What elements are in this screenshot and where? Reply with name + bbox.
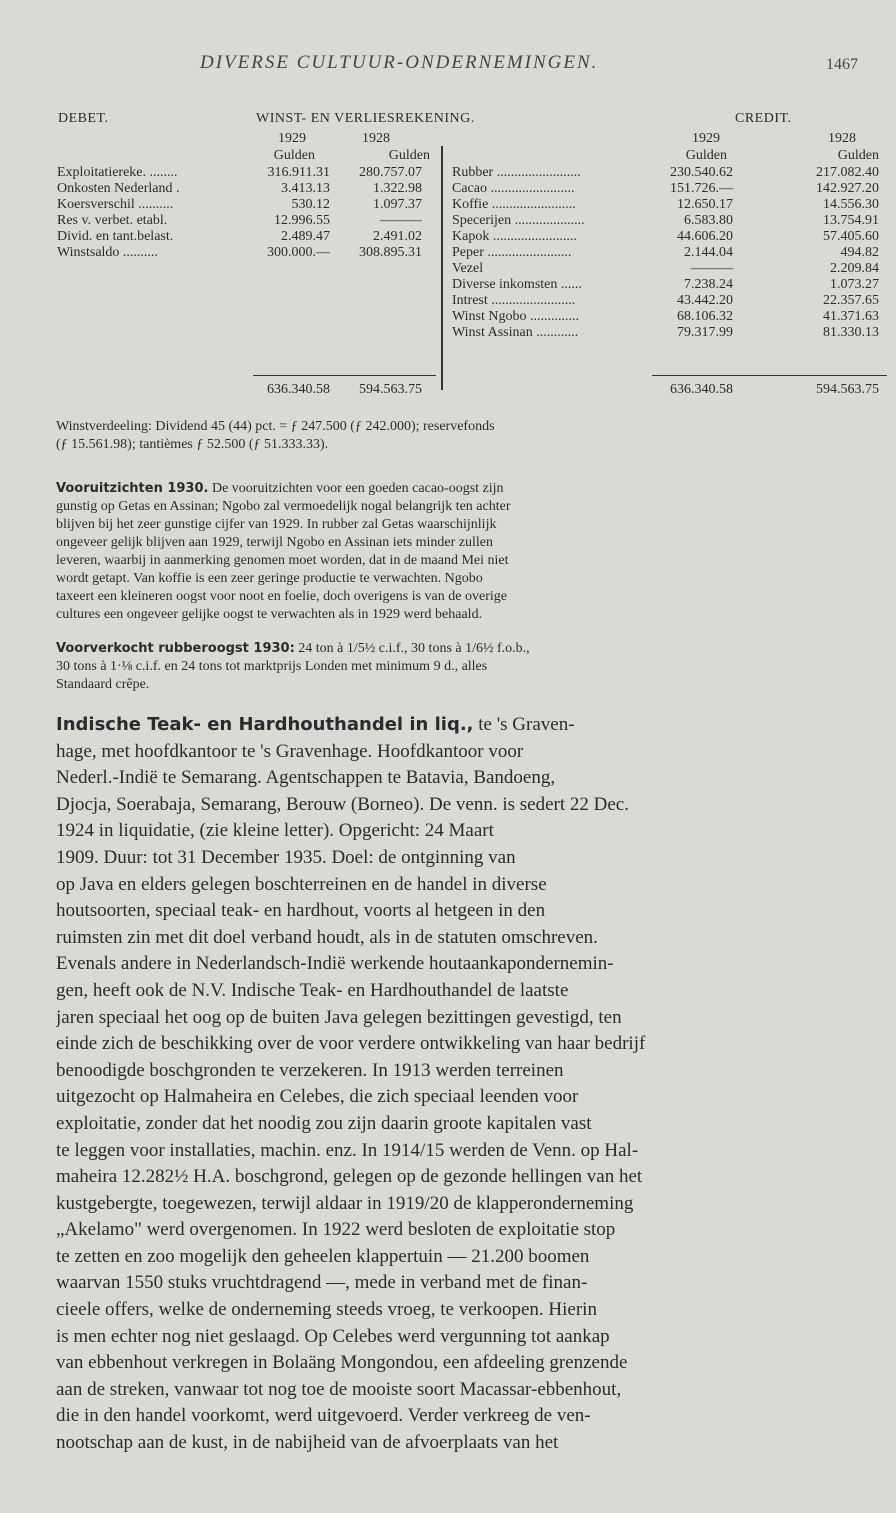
profit-distribution: [56, 418, 866, 454]
credit-row-1928: 22.357.65: [823, 293, 879, 308]
presold-heading: Voorverkocht rubberoogst 1930:: [56, 641, 295, 656]
credit-row: [446, 197, 896, 213]
debit-row: [0, 229, 440, 245]
credit-total-1928: 594.563.75: [816, 382, 879, 397]
debit-row-1929: 12.996.55: [274, 213, 330, 228]
debit-row-label: Onkosten Nederland .: [57, 181, 180, 196]
credit-row: [446, 181, 896, 197]
article-line: Evenals andere in Nederlandsch-Indië werkende houtaankapondernemin-: [56, 953, 614, 975]
debit-row-1929: 3.413.13: [281, 181, 330, 196]
credit-row-label: Winst Ngobo ..............: [452, 309, 579, 324]
outlook-line: leveren, waarbij in aanmerking genomen moet worden, dat in de maand Mei niet: [56, 553, 509, 568]
credit-row-1928: 217.082.40: [816, 165, 879, 180]
article-line: maheira 12.282½ H.A. boschgrond, gelegen op de gezonde hellingen van het: [56, 1166, 643, 1188]
credit-row-1928: 57.405.60: [823, 229, 879, 244]
presold-line: Standaard crêpe.: [56, 677, 150, 692]
credit-row-1929: 43.442.20: [677, 293, 733, 308]
credit-row-1929: 2.144.04: [684, 245, 733, 260]
article-line: van ebbenhout verkregen in Bolaäng Mongondou, een afdeeling grenzende: [56, 1352, 628, 1374]
credit-row-label: Winst Assinan ............: [452, 325, 579, 340]
debit-row-1929: 530.12: [291, 197, 330, 212]
debit-row-1929: 2.489.47: [281, 229, 330, 244]
debit-unit-1928: Gulden: [388, 148, 430, 163]
totals-row: [0, 382, 896, 398]
credit-row-label: Intrest ........................: [452, 293, 576, 308]
debit-year-1929: 1929: [278, 131, 306, 146]
credit-row-1929: 6.583.80: [684, 213, 733, 228]
debit-row-1929: 316.911.31: [267, 165, 330, 180]
debet-label: DEBET.: [58, 111, 109, 126]
credit-row: [446, 245, 896, 261]
debit-row-1928: 2.491.02: [373, 229, 422, 244]
article-line: nootschap aan de kust, in de nabijheid van de afvoerplaats van het: [56, 1432, 559, 1454]
credit-row: [446, 165, 896, 181]
debit-total-rule: [253, 375, 436, 376]
outlook-heading: Vooruitzichten 1930.: [56, 481, 209, 496]
credit-row-1928: 13.754.91: [823, 213, 879, 228]
article-line: op Java en elders gelegen boschterreinen en de handel in diverse: [56, 873, 547, 895]
credit-row-1929: 68.106.32: [677, 309, 733, 324]
credit-row-1929: 12.650.17: [677, 197, 733, 212]
article-line: uitgezocht op Halmaheira en Celebes, die zich speciaal leenden voor: [56, 1086, 579, 1108]
article-line: „Akelamo" werd overgenomen. In 1922 werd besloten de exploitatie stop: [56, 1219, 616, 1241]
debit-row-1928: 1.097.37: [373, 197, 422, 212]
debit-row-1928: 308.895.31: [359, 245, 422, 260]
article-line: waarvan 1550 stuks vruchtdragend —, mede in verband met de finan-: [56, 1272, 588, 1294]
debit-row-label: Exploitatiereke. ........: [57, 165, 178, 180]
article-line: aan de streken, vanwaar tot nog toe de mooiste soort Macassar-ebbenhout,: [56, 1378, 622, 1400]
outlook-line: blijven bij het zeer gunstige cijfer van 1929. In rubber zal Getas waarschijnlijk: [56, 517, 497, 532]
presold-line: 24 ton à 1/5½ c.i.f., 30 tons à 1/6½ f.o.b.,: [294, 641, 530, 656]
article-line: 1909. Duur: tot 31 December 1935. Doel: de ontginning van: [56, 846, 516, 868]
debit-row-1929: 300.000.—: [267, 245, 330, 260]
outlook-line: wordt getapt. Van koffie is een zeer geringe productie te verwachten. Ngobo: [56, 571, 483, 586]
article-line: te 's Graven-: [473, 714, 575, 735]
article-line: ruimsten zin met dit doel verband houdt, als in de statuten omschreven.: [56, 926, 598, 948]
article-line: gen, heeft ook de N.V. Indische Teak- en Hardhouthandel de laatste: [56, 979, 569, 1001]
credit-row-1928: 81.330.13: [823, 325, 879, 340]
credit-unit-1929: Gulden: [685, 148, 727, 163]
profit-distribution-line: (ƒ 15.561.98); tantièmes ƒ 52.500 (ƒ 51.333.33).: [56, 437, 329, 452]
credit-row-label: Koffie ........................: [452, 197, 576, 212]
credit-row-label: Specerijen ....................: [452, 213, 585, 228]
debit-row: [0, 181, 440, 197]
article-line: benoodigde boschgronden te verzekeren. In 1913 werden terreinen: [56, 1059, 564, 1081]
credit-label: CREDIT.: [735, 111, 792, 126]
article-line: jaren speciaal het oog op de buiten Java gelegen bezittingen gevestigd, ten: [56, 1006, 622, 1028]
credit-row-1928: 14.556.30: [823, 197, 879, 212]
profit-loss-account: [0, 0, 896, 420]
credit-row-label: Vezel: [452, 261, 484, 276]
article-line: Djocja, Soerabaja, Semarang, Berouw (Borneo). De venn. is sedert 22 Dec.: [56, 793, 629, 815]
article-line: einde zich de beschikking over de voor verdere ontwikkeling van haar bedrijf: [56, 1033, 646, 1055]
credit-row-1929: ———: [691, 261, 733, 276]
debit-row: [0, 245, 440, 261]
credit-row-label: Cacao ........................: [452, 181, 575, 196]
profit-distribution-line: Winstverdeeling: Dividend 45 (44) pct. = ƒ 247.500 (ƒ 242.000); reservefonds: [56, 419, 495, 434]
credit-row-1929: 79.317.99: [677, 325, 733, 340]
debit-total-1929: 636.340.58: [267, 382, 330, 397]
credit-row-label: Diverse inkomsten ......: [452, 277, 582, 292]
credit-row-label: Kapok ........................: [452, 229, 577, 244]
credit-year-1929: 1929: [692, 131, 720, 146]
article-line: te zetten en zoo mogelijk den geheelen klappertuin — 21.200 boomen: [56, 1245, 590, 1267]
debit-row: [0, 197, 440, 213]
article-line: 1924 in liquidatie, (zie kleine letter). Opgericht: 24 Maart: [56, 820, 494, 842]
article-line: te leggen voor installaties, machin. enz. In 1914/15 werden de Venn. op Hal-: [56, 1139, 639, 1161]
outlook-line: gunstig op Getas en Assinan; Ngobo zal vermoedelijk nogal belangrijk ten achter: [56, 499, 511, 514]
credit-row-1928: 2.209.84: [830, 261, 879, 276]
running-title: DIVERSE CULTUUR-ONDERNEMINGEN.: [200, 52, 599, 73]
credit-row-label: Peper ........................: [452, 245, 572, 260]
article-line: hage, met hoofdkantoor te 's Gravenhage. Hoofdkantoor voor: [56, 740, 524, 762]
credit-year-1928: 1928: [828, 131, 856, 146]
credit-row-1928: 494.82: [840, 245, 879, 260]
debit-total-1928: 594.563.75: [359, 382, 422, 397]
unit-header-row: [0, 148, 896, 164]
credit-row: [446, 293, 896, 309]
company-name: Indische Teak- en Hardhouthandel in liq.,: [56, 714, 474, 735]
debit-row-label: Winstsaldo ..........: [57, 245, 158, 260]
outlook-paragraph: [56, 480, 866, 624]
credit-row-1929: 7.238.24: [684, 277, 733, 292]
article-line: houtsoorten, speciaal teak- en hardhout, voorts al hetgeen in den: [56, 900, 546, 922]
credit-row-1928: 41.371.63: [823, 309, 879, 324]
debit-row-1928: ———: [380, 213, 422, 228]
debit-year-1928: 1928: [362, 131, 390, 146]
credit-row: [446, 213, 896, 229]
article-line: is men echter nog niet geslaagd. Op Celebes werd vergunning tot aankap: [56, 1325, 610, 1347]
debit-row-label: Res v. verbet. etabl.: [57, 213, 168, 228]
outlook-line: ongeveer gelijk blijven aan 1929, terwijl Ngobo en Assinan iets minder zullen: [56, 535, 494, 550]
credit-row-1928: 142.927.20: [816, 181, 879, 196]
debit-row-1928: 1.322.98: [373, 181, 422, 196]
year-header-row: [0, 131, 896, 147]
credit-row: [446, 309, 896, 325]
debit-row: [0, 165, 440, 181]
outlook-line: De vooruitzichten voor een goeden cacao-oogst zijn: [208, 481, 504, 496]
outlook-line: taxeert een kleineren oogst voor noot en foelie, doch overigens is van de overige: [56, 589, 507, 604]
credit-row: [446, 325, 896, 341]
credit-row-1929: 230.540.62: [670, 165, 733, 180]
debit-row: [0, 213, 440, 229]
article-line: exploitatie, zonder dat het noodig zou zijn daarin groote kapitalen vast: [56, 1112, 592, 1134]
presold-line: 30 tons à 1·⅛ c.i.f. en 24 tons tot marktprijs Londen met minimum 9 d., alles: [56, 659, 488, 674]
debit-unit-1929: Gulden: [273, 148, 315, 163]
account-title: WINST- EN VERLIESREKENING.: [256, 111, 475, 126]
outlook-line: cultures een ongeveer gelijke oogst te verwachten als in 1929 werd behaald.: [56, 607, 483, 622]
credit-row: [446, 229, 896, 245]
credit-total-1929: 636.340.58: [670, 382, 733, 397]
debit-row-label: Divid. en tant.belast.: [57, 229, 174, 244]
article-line: kustgebergte, toegewezen, terwijl aldaar in 1919/20 de klapperonderneming: [56, 1192, 634, 1214]
column-divider: [441, 146, 443, 390]
credit-total-rule: [652, 375, 887, 376]
article-line: cieele offers, welke de onderneming steeds vroeg, te verkoopen. Hierin: [56, 1299, 597, 1321]
presold-paragraph: [56, 640, 866, 694]
page-number: 1467: [826, 56, 858, 73]
debit-row-1928: 280.757.07: [359, 165, 422, 180]
credit-row-1929: 44.606.20: [677, 229, 733, 244]
credit-row: [446, 261, 896, 277]
company-article: [56, 712, 864, 1457]
debit-row-label: Koersverschil ..........: [57, 197, 174, 212]
article-line: Nederl.-Indië te Semarang. Agentschappen te Batavia, Bandoeng,: [56, 767, 556, 789]
credit-unit-1928: Gulden: [837, 148, 879, 163]
credit-row-1928: 1.073.27: [830, 277, 879, 292]
credit-row-1929: 151.726.—: [670, 181, 733, 196]
credit-row-label: Rubber ........................: [452, 165, 581, 180]
credit-row: [446, 277, 896, 293]
article-line: die in den handel voorkomt, werd uitgevoerd. Verder verkreeg de ven-: [56, 1405, 591, 1427]
